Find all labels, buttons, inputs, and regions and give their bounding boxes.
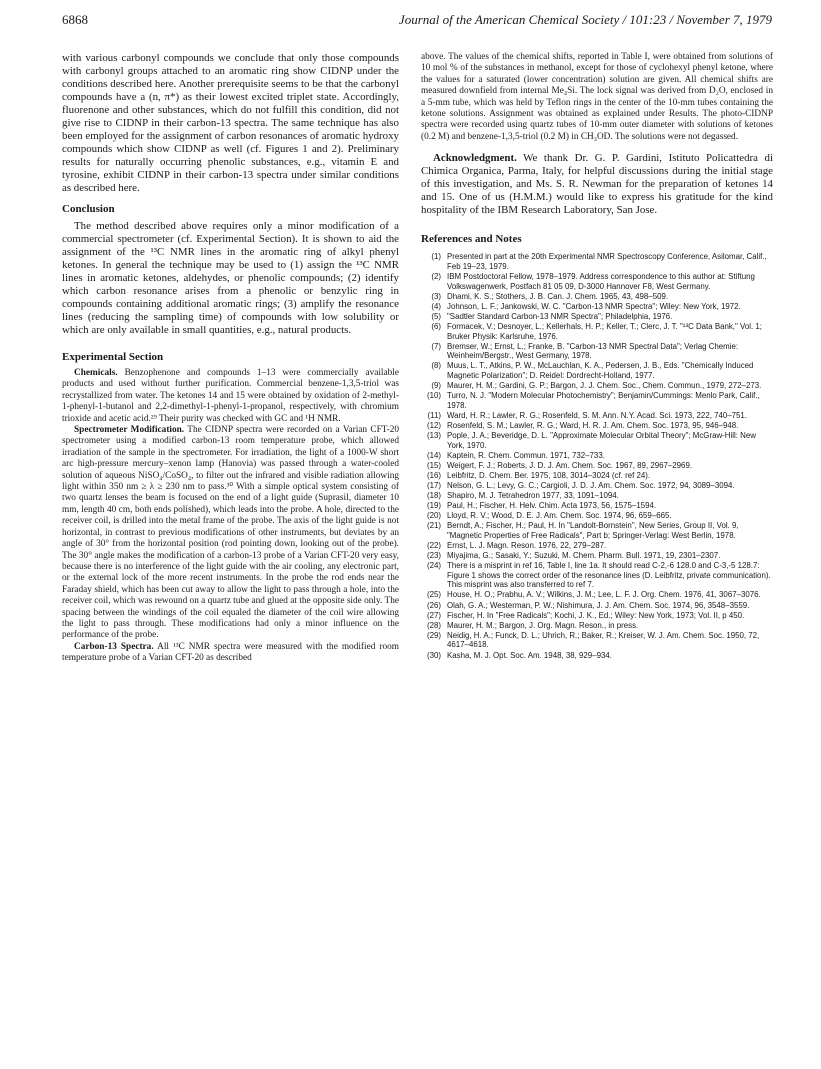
experimental-heading: Experimental Section <box>62 351 164 363</box>
reference-text: Dhami, K. S.; Stothers, J. B. Can. J. Chem. 1965, 43, 498–509. <box>447 291 669 301</box>
reference-item <box>421 601 773 611</box>
reference-text: Johnson, L. F.; Jankowski, W. C. "Carbon-13 NMR Spectra"; Wiley: New York, 1972. <box>447 301 741 311</box>
reference-item <box>421 391 773 410</box>
carbon-label: Carbon-13 Spectra. <box>74 641 154 652</box>
spectrometer-paragraph <box>62 425 399 642</box>
reference-text: Miyajima, G.; Sasaki, Y.; Suzuki, M. Chem. Pharm. Bull. 1971, 19, 2301–2307. <box>447 551 721 561</box>
reference-number: (11) <box>427 410 441 420</box>
reference-text: Rosenfeld, S. M.; Lawler, R. G.; Ward, H. R. J. Am. Chem. Soc. 1973, 95, 946–948. <box>447 420 739 430</box>
reference-text: Ernst, L. J. Magn. Reson. 1976, 22, 279–287. <box>447 540 607 550</box>
reference-text: "Sadtler Standard Carbon-13 NMR Spectra"; Philadelphia, 1976. <box>447 311 673 321</box>
reference-number: (4) <box>431 301 441 311</box>
reference-text: There is a misprint in ref 16, Table I, line 1a. It should read C-2,-6 128.0 and C-3,-5 128.7: Figure 1 shows the correct order of the resonance lines (D. Leibfritz, private communication). This misprint was also transferred to ref 7. <box>447 561 771 590</box>
reference-text: Kasha, M. J. Opt. Soc. Am. 1948, 38, 929–934. <box>447 650 612 660</box>
reference-text: Neidig, H. A.; Funck, D. L.; Uhrich, R.; Baker, R.; Kreiser, W. J. Am. Chem. Soc. 1950, 72, 4617–4618. <box>447 630 760 650</box>
reference-text: Presented in part at the 20th Experimental NMR Spectroscopy Conference, Asilomar, Calif., Feb 19–23, 1979. <box>447 252 767 271</box>
acknowledgment-paragraph <box>421 152 773 217</box>
left-column <box>62 52 399 665</box>
reference-number: (14) <box>426 450 441 460</box>
reference-text: Bremser, W.; Ernst, L.; Franke, B. "Carbon-13 NMR Spectral Data"; Verlag Chemie: Weinheim/Bergstr., West Germany, 1978. <box>447 341 739 361</box>
reference-item <box>421 361 773 380</box>
reference-text: Fischer, H. In "Free Radicals"; Kochi, J. K., Ed.; Wiley: New York, 1973; Vol. II, p 450. <box>447 610 745 620</box>
reference-item <box>421 511 773 521</box>
chemicals-text: Benzophenone and compounds 1–13 were commercially available products and used without further purification. Commercial benzene-1,3,5-triol was recrystallized from water. The ketones 14 and 15 were obtained by oxidation of 2-methyl-1-phenyl-1-butanol and 2,2-dimethyl-1-phenyl-1-propanol, respectively, with chromium trioxide and acetic acid.²⁹ Their purity was checked with GC and ¹H NMR. <box>62 368 399 424</box>
reference-number: (21) <box>426 521 441 531</box>
journal-citation-line: Journal of the American Chemical Society / 101:23 / November 7, 1979 <box>398 12 772 27</box>
reference-item <box>421 451 773 461</box>
reference-number: (23) <box>426 551 441 561</box>
reference-number: (8) <box>431 361 441 371</box>
reference-number: (26) <box>426 600 441 610</box>
reference-item <box>421 481 773 491</box>
continued-paragraph: above. The values of the chemical shifts, reported in Table I, were obtained from solutions of 10 mol % of the substances in methanol, except for those of cyclohexyl phenyl ketone, where the values for a saturated (lower concentration) solution are given. All chemical shifts are measured downfield from internal Me₄Si. The lock signal was derived from D₂O, enclosed in a 5-mm tube, which was held by Teflon rings in the center of the 10-mm tubes containing the ketone solutions. Assignment was obtained as explained under Results. The photo-CIDNP spectra were recorded using quartz tubes of 10-mm outer diameter with solutions of ketones (0.2 M) and benzene-1,3,5-triol (0.2 M) in CH₃OD. The solutions were not degassed. <box>421 52 773 142</box>
reference-number: (2) <box>431 271 441 281</box>
conclusion-heading: Conclusion <box>62 203 115 215</box>
reference-number: (27) <box>426 610 441 620</box>
reference-text: Maurer, H. M.; Bargon, J. Org. Magn. Reson., in press. <box>447 620 639 630</box>
acknowledgment-label: Acknowledgment. <box>433 152 517 165</box>
reference-text: Kaptein, R. Chem. Commun. 1971, 732–733. <box>447 450 605 460</box>
reference-text: IBM Postdoctoral Fellow, 1978–1979. Address correspondence to this author at: Stiftung Volkswagenwerk, Postfach 81 05 09, D-3000 Hannover F8, West Germany. <box>447 271 755 291</box>
reference-number: (17) <box>426 480 441 490</box>
chemicals-paragraph <box>62 368 399 425</box>
reference-number: (10) <box>426 391 441 401</box>
reference-text: Olah, G. A.; Westerman, P. W.; Nishimura, J. J. Am. Chem. Soc. 1974, 96, 3548–3559. <box>447 600 750 610</box>
reference-number: (5) <box>431 311 441 321</box>
reference-number: (22) <box>426 540 441 550</box>
reference-item <box>421 471 773 481</box>
reference-number: (12) <box>426 420 441 430</box>
reference-number: (3) <box>431 291 441 301</box>
reference-number: (18) <box>426 491 441 500</box>
reference-text: Turro, N. J. "Modern Molecular Photochemistry"; Benjamin/Cummings: Menlo Park, Calif., 1978. <box>447 391 760 410</box>
reference-item <box>421 461 773 471</box>
reference-item <box>421 302 773 312</box>
reference-text: Formacek, V.; Desnoyer, L.; Kellerhals, H. P.; Keller, T.; Clerc, J. T. "¹³C Data Bank," Vol. 1; Bruker Physik: Karlsruhe, 1976. <box>447 321 762 341</box>
reference-item <box>421 621 773 631</box>
reference-number: (16) <box>426 470 441 480</box>
reference-number: (7) <box>431 341 441 351</box>
reference-text: Ward, H. R.; Lawler, R. G.; Rosenfeld, S. M. Ann. N.Y. Acad. Sci. 1973, 222, 740–751. <box>447 410 747 420</box>
reference-item <box>421 411 773 421</box>
carbon-paragraph <box>62 642 399 665</box>
reference-text: Leibfritz, D. Chem. Ber. 1975, 108, 3014–3024 (cf. ref 24). <box>447 470 651 480</box>
references-heading: References and Notes <box>421 233 522 246</box>
conclusion-paragraph: The method described above requires only a minor modification of a commercial spectrometer (cf. Experimental Section). It is shown to aid the assignment of the ¹³C NMR lines in the aromatic ring of alkyl phenyl ketones. In general the technique may be used to (1) assign the ¹³C NMR lines in aromatic ketones, aldehydes, or phenolic compounds; (2) identify which carbon resonance arises from a phenolic or benzylic ring in compounds containing additional aromatic rings; (3) amplify the resonance lines (reducing the sampling time) of compounds with low solubility or which are only available in small quantities, e.g., natural products. <box>62 220 399 336</box>
reference-text: Maurer, H. M.; Gardini, G. P.; Bargon, J. J. Chem. Soc., Chem. Commun., 1979, 272–273. <box>447 380 762 390</box>
spectrometer-text: The CIDNP spectra were recorded on a Varian CFT-20 spectrometer using a modified carbon-13 room temperature probe, which allowed irradiation of the sample in the spectrometer. For irradiation, the light of a 1000-W short arc high-pressure mercury–xenon lamp (Hanovia) was passed through a water-cooled solution of aqueous NiSO₄/CoSO₄, to filter out the infrared and visible radiation allowing light within 350 nm ≥ λ ≥ 230 nm to pass.³⁰ With a simple optical system consisting of two quartz lenses the beam is focused on the end of a light guide (Suprasil, diameter 10 mm, length 40 cm, both ends polished), which leads into the probe. A hole, directed to the receiver coil, is drilled into the metal frame of the probe. The axis of the light guide is not horizontal, in contrast to previous modifications of other instruments, but deviates by an angle of 30° from the horizontal position (rod pointing down, looking out of the probe). The 30° angle makes the modification of a carbon-13 probe of a Varian CFT-20 very easy, because there is no interference of the light guide with the air cooling, any electronic part, or the external lock of the more recent instruments. In the probe the rod ends near the Faraday shield, which has been cut away to allow the light to pass through a hole, into the receiver coil, which was rewound on a quartz tube and glued at the opposite side only. The spacing between the windings of the coil equaled the diameter of the coil wire allowing the light to pass through. These modifications had only a minor influence on the performance of the probe. <box>62 425 400 641</box>
reference-item <box>421 590 773 600</box>
reference-item <box>421 561 773 590</box>
reference-item <box>421 381 773 391</box>
reference-text: Berndt, A.; Fischer, H.; Paul, H. In "Landolt-Bornstein", New Series, Group II, Vol. 9, "Magnetic Properties of Free Radicals", Part b; Springer-Verlag: West Berlin, 1978. <box>447 521 739 540</box>
page-number: 6868 <box>62 12 88 27</box>
reference-item <box>421 551 773 561</box>
reference-item <box>421 541 773 551</box>
acknowledgment-text: We thank Dr. G. P. Gardini, Istituto Policattedra di Chimica Organica, Parma, Italy, for helpful discussions during the initial stage of this investigation, and Ms. S. R. Newman for the preparation of ketones 14 and 15. One of us (H.M.M.) would like to express his gratitude for the kind hospitality of the IBM Research Laboratory, San Jose. <box>421 152 773 217</box>
reference-number: (28) <box>426 620 441 630</box>
reference-number: (15) <box>426 460 441 470</box>
reference-item <box>421 421 773 431</box>
reference-text: Weigert, F. J.; Roberts, J. D. J. Am. Chem. Soc. 1967, 89, 2967–2969. <box>447 460 693 470</box>
reference-number: (30) <box>426 650 441 660</box>
reference-item <box>421 611 773 621</box>
reference-number: (20) <box>426 511 441 521</box>
reference-text: Nelson, G. L.; Levy, G. C.; Cargioli, J. D. J. Am. Chem. Soc. 1972, 94, 3089–3094. <box>447 480 735 490</box>
chemicals-label: Chemicals. <box>74 368 118 378</box>
running-header <box>62 12 772 32</box>
reference-item <box>421 501 773 511</box>
reference-number: (1) <box>431 252 441 262</box>
reference-number: (13) <box>426 430 441 440</box>
reference-text: Paul, H.; Fischer, H. Helv. Chim. Acta 1973, 56, 1575–1594. <box>447 501 657 511</box>
reference-item <box>421 521 773 540</box>
reference-item <box>421 431 773 450</box>
reference-item <box>421 322 773 341</box>
reference-item <box>421 292 773 302</box>
reference-number: (29) <box>426 630 441 640</box>
reference-item <box>421 272 773 291</box>
reference-text: House, H. O.; Prabhu, A. V.; Wilkins, J. M.; Lee, L. F. J. Org. Chem. 1976, 41, 3067–3076. <box>447 590 761 600</box>
reference-text: Pople, J. A.; Beveridge, D. L. "Approximate Molecular Orbital Theory"; McGraw-Hill: New York, 1970. <box>447 430 756 450</box>
reference-item <box>421 651 773 661</box>
right-column <box>421 52 773 661</box>
reference-text: Shapiro, M. J. Tetrahedron 1977, 33, 1091–1094. <box>447 491 619 500</box>
reference-item <box>421 312 773 322</box>
carbon-text: All ¹³C NMR spectra were measured with the modified room temperature probe of a Varian CFT-20 as described <box>62 641 399 664</box>
reference-item <box>421 342 773 361</box>
reference-text: Lloyd, R. V.; Wood, D. E. J. Am. Chem. Soc. 1974, 96, 659–665. <box>447 511 672 521</box>
reference-number: (9) <box>431 380 441 390</box>
intro-paragraph: with various carbonyl compounds we conclude that only those compounds with carbonyl groups attached to an aromatic ring show CIDNP under the conditions described here. Another prerequisite seems to be that the carbonyl compounds have a (n, π*) as their lowest excited triplet state. Accordingly, fluorenone and other substances, which do not fulfill this condition, did not give rise to CIDNP in their carbon-13 spectra. The same technique has also been employed for the assignment of carbon resonances of aromatic hydroxy compounds which show CIDNP as well (cf. Figures 1 and 2). Preliminary results for naturally occurring phenolic substances, e.g., vitamin E and tyrosine, exhibit CIDNP in their carbon-13 spectra under similar conditions as described here. <box>62 52 399 194</box>
reference-item <box>421 491 773 501</box>
reference-number: (24) <box>426 561 441 571</box>
reference-item <box>421 252 773 271</box>
reference-number: (25) <box>426 590 441 600</box>
reference-list <box>421 252 773 660</box>
reference-item <box>421 631 773 650</box>
reference-number: (6) <box>431 321 441 331</box>
spectrometer-label: Spectrometer Modification. <box>74 425 185 436</box>
reference-text: Muus, L. T., Atkins, P. W., McLauchlan, K. A., Pedersen, J. B., Eds. "Chemically Induced Magnetic Polarization"; D. Reidel: Dordrecht-Holland, 1977. <box>447 361 754 380</box>
reference-number: (19) <box>426 501 441 511</box>
